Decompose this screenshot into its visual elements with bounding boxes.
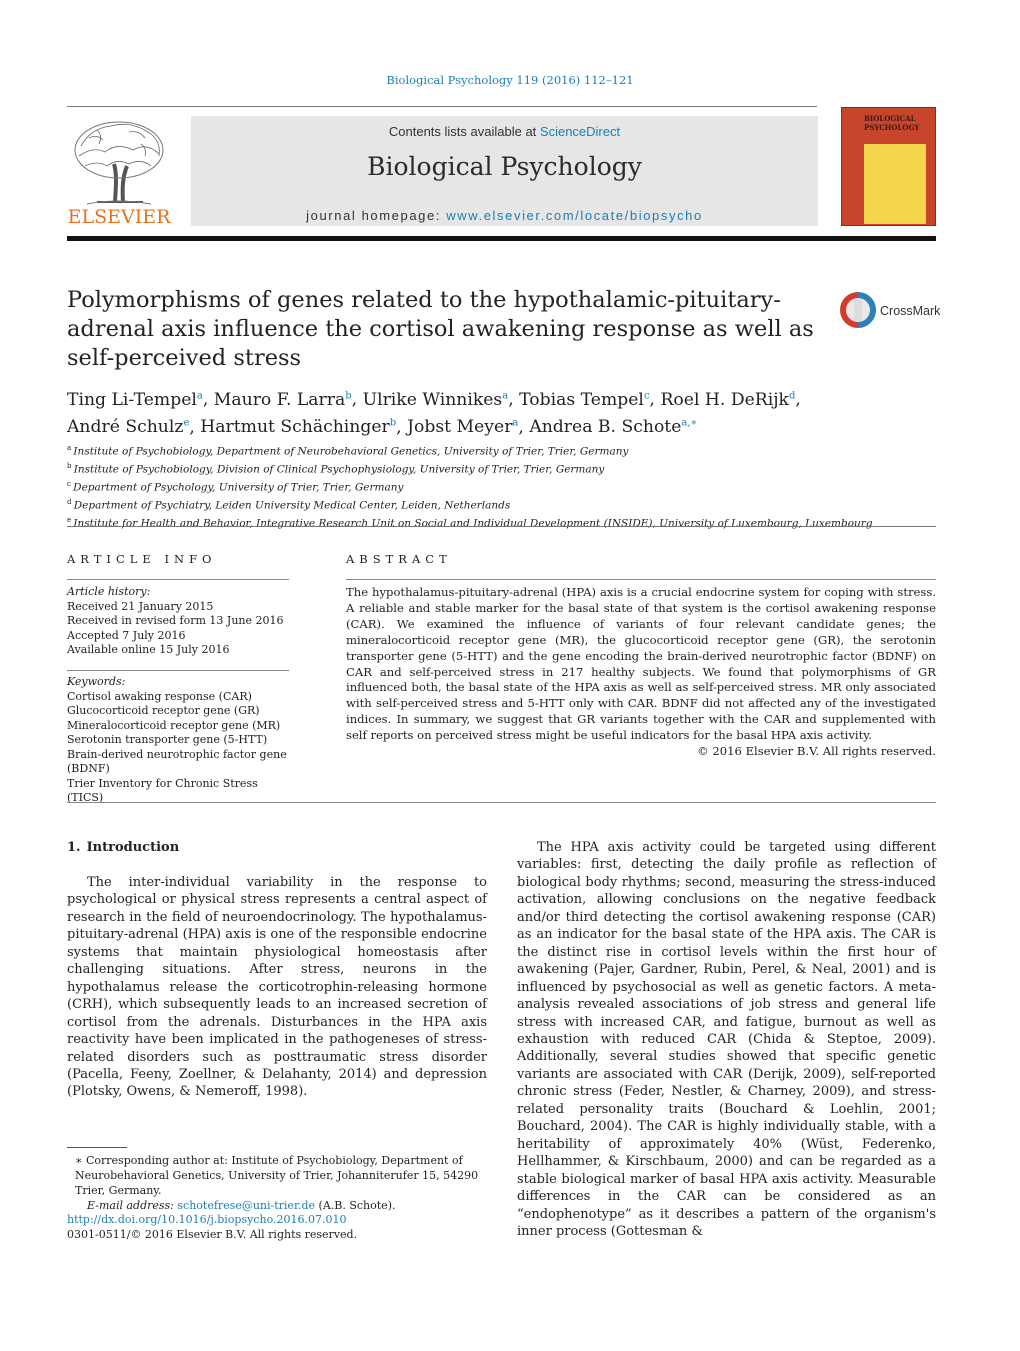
affiliation-key: c [67,479,74,488]
article-info-heading: ARTICLE INFO [67,552,217,566]
header-thick-rule [67,236,936,241]
journal-masthead [191,116,818,226]
affiliation-item [67,459,937,477]
history-item: Received in revised form 13 June 2016 [67,614,284,627]
affiliation-item [67,513,937,531]
corresponding-footnote: ∗ Corresponding author at: Institute of Psychobiology, Department of Neurobehavioral Genetics, University of Trier, Johanniterufer 15, 54290 Trier, Germany. E-mail address: schotefrese@uni-trier.de (A.B. Schote). [75,1154,479,1212]
history-item: Received 21 January 2015 [67,599,214,613]
cover-panel [864,144,926,224]
contents-line: Contents lists available at ScienceDirect [388,124,621,139]
corresponding-text: Corresponding author at: Institute of Psychobiology, Department of Neurobehavioral Genetics, University of Trier, Johanniterufer 15, 54290 Trier, Germany. [75,1154,479,1197]
affiliation-text: Institute for Health and Behavior, Integrative Research Unit on Social and Individual Development (INSIDE), University of Luxembourg, Luxembourg [73,517,873,530]
affiliation-text: Department of Psychology, University of Trier, Trier, Germany [73,481,404,494]
author-list: Ting Li-Tempel$^a$, Mauro F. Larra$^b$, Ulrike Winnikes$^a$, Tobias Tempel$^c$, Roel H. DeRijk$^d$, André Schulz$^e$, Hartmut Schächinger$^b$, Jobst Meyer$^a$, Andrea B. Schote$^{a,∗}$ [67,389,801,438]
author-name-text: Hartmut Schächinger [200,417,390,438]
author-affiliation-key[interactable]: d [788,390,796,401]
author-name [67,390,203,410]
affiliation-list [67,441,937,531]
keyword-item: Mineralocorticoid receptor gene (MR) [67,718,281,732]
homepage-line: journal homepage: www.elsevier.com/locate/biopsycho [306,208,703,223]
author-affiliation-key[interactable]: a,∗ [681,417,698,429]
affiliation-text: Institute of Psychobiology, Department of Neurobehavioral Genetics, University of Trier, Trier, Germany [73,445,629,458]
author-name-text: Roel H. DeRijk [660,389,789,410]
author-name [200,417,396,437]
doi-link[interactable]: http://dx.doi.org/10.1016/j.biopsycho.2016.07.010 [67,1213,347,1226]
issn-line: 0301-0511/© 2016 Elsevier B.V. All rights reserved. [67,1228,358,1241]
author-name [660,390,795,410]
section-heading: 1. Introduction [67,840,180,855]
affiliation-key: e [67,515,74,524]
author-affiliation-key[interactable]: a [502,390,509,401]
elsevier-logo [67,116,171,228]
affiliation-text: Institute of Psychobiology, Division of Clinical Psychophysiology, University of Trier, Trier, Germany [73,463,605,476]
keyword-item: Trier Inventory for Chronic Stress (TICS) [67,776,258,804]
affiliation-text: Department of Psychiatry, Leiden University Medical Center, Leiden, Netherlands [73,499,511,512]
elsevier-tree-icon [67,116,171,228]
author-name-text: Ting Li-Tempel [67,389,197,410]
keywords-label: Keywords: [67,675,126,688]
article-history [67,585,297,658]
info-rule [67,579,289,580]
footnote-rule [67,1147,127,1148]
affiliation-item [67,495,937,513]
affiliation-key: a [67,444,74,452]
affiliation-rule [67,526,936,527]
abstract-rule [346,579,936,580]
crossmark-icon [840,290,940,330]
keyword-item: Cortisol awaking response (CAR) [67,689,252,703]
crossmark-badge[interactable] [840,290,940,330]
author-name-text: André Schulz [67,417,184,438]
journal-title: Biological Psychology [367,152,642,181]
homepage-link[interactable]: www.elsevier.com/locate/biopsycho [446,208,703,223]
author-affiliation-key[interactable]: b [389,417,397,429]
author-name [407,417,518,437]
author-affiliation-key[interactable]: a [512,417,519,429]
author-affiliation-key[interactable]: b [345,390,352,401]
email-link[interactable]: schotefrese@uni-trier.de [177,1199,316,1212]
keyword-list [67,675,297,806]
body-rule [67,802,936,803]
author-name-text: Andrea B. Schote [529,417,682,438]
author-name [529,417,697,437]
author-affiliation-key[interactable]: a [196,390,203,401]
history-item: Accepted 7 July 2016 [67,628,186,642]
affiliation-key: b [67,461,74,470]
abstract-text: The hypothalamus-pituitary-adrenal (HPA) axis is a crucial endocrine system for coping with stress. A reliable and stable marker for the basal state of that system is the cortisol awakening response (CAR). We examined the influence of variants of four relevant candidate genes; the mineralocorticoid receptor gene (MR), the glucocorticoid receptor gene (GR), the serotonin transporter gene (5-HTT) and the gene encoding the brain-derived neurotrophic factor (BDNF) on CAR and self-perceived stress in 217 healthy subjects. We found that polymorphisms of GR influenced both, the basal state of the HPA axis as well as self-perceived stress. MR only associated with self-perceived stress and 5-HTT only with CAR. BDNF did not affected any of the investigated indices. In summary, we suggest that GR variants together with the CAR and supplemented with self reports on perceived stress might be useful indicators for the basal HPA axis activity. [346,585,936,743]
author-name-text: Ulrike Winnikes [362,389,503,410]
intro-paragraph-left: The inter-individual variability in the response to psychological or physical stress represents a central aspect of research in the field of neuroendocrinology. The hypothalamus-pituitary-adrenal (HPA) axis is one of the responsible endocrine systems that maintain physiological homeostasis after challenging situations. After stress, neurons in the hypothalamus release the corticotrophin-releasing hormone (CRH), which subsequently leads to an increased secretion of cortisol from the adrenals. Disturbances in the HPA axis reactivity have been implicated in the pathogeneses of stress-related disorders such as posttraumatic stress disorder (Pacella, Feeny, Zoellner, & Delahanty, 2014) and depression (Plotsky, Owens, & Nemeroff, 1998). [67,875,487,1100]
crossmark-label: CrossMark [880,304,940,318]
intro-paragraph-right: The HPA axis activity could be targeted using different variables: first, detecting the daily profile as reflection of biological body rhythms; second, measuring the stress-induced activation, allowing conclusions on the negative feedback and/or third detecting the cortisol awakening response (CAR) as an indicator for the basal state of the HPA axis. The CAR is the distinct rise in cortisol levels within the first hour of awakening (Pajer, Gardner, Rubin, Perel, & Neal, 2001) and is influenced by psychosocial as well as genetic factors. A meta-analysis revealed associations of job stress and general life stress with increased CAR, and fatigue, burnout as well as exhaustion with reduced CAR (Chida & Steptoe, 2009). Additionally, several studies showed that specific genetic variants are associated with CAR (Derijk, 2009), self-reported chronic stress (Feder, Nestler, & Charney, 2009), and stress-related personality traits (Bouchard & Loehlin, 2001; Bouchard, 2004). The CAR is highly individually stable, with a heritability of approximately 40% (Wüst, Federenko, Hellhammer, & Kirschbaum, 2000) and can be regarded as a stable biological marker of basal HPA axis activity. Measurable differences in the CAR can be considered as an “endophenotype” as it describes a pattern of the organism's inner process (Gottesman & [517,840,936,1239]
author-name-text: Tobias Tempel [519,389,644,410]
keyword-item: (BDNF) [67,762,110,775]
affiliation-item [67,441,937,459]
sciencedirect-link[interactable]: ScienceDirect [539,124,621,139]
keyword-item: Brain-derived neurotrophic factor gene [67,747,287,761]
abstract-copyright: © 2016 Elsevier B.V. All rights reserved. [697,744,936,758]
history-item: Available online 15 July 2016 [67,643,230,656]
article-title: Polymorphisms of genes related to the hypothalamic-pituitary-adrenal axis influence the cortisol awakening response as well as self-perceived stress [67,287,814,371]
author-name [363,390,509,410]
affiliation-key: d [67,497,74,506]
author-name [519,390,649,410]
publisher-wordmark: ELSEVIER [67,206,171,228]
keyword-item: Serotonin transporter gene (5-HTT) [67,733,268,746]
info-rule [67,670,289,671]
author-affiliation-key[interactable]: c [643,390,650,401]
author-name [67,417,189,437]
journal-cover[interactable] [841,107,936,226]
cover-title: BIOLOGICAL PSYCHOLOGY [864,114,920,132]
header-rule [67,106,817,107]
author-affiliation-key[interactable]: e [183,417,190,429]
journal-reference[interactable]: Biological Psychology 119 (2016) 112–121 [386,73,634,87]
keyword-item: Glucocorticoid receptor gene (GR) [67,704,260,717]
author-name-text: Mauro F. Larra [213,389,346,410]
abstract-heading: ABSTRACT [346,552,452,566]
affiliation-item [67,477,937,495]
doi-block [67,1212,487,1242]
author-name [214,390,352,410]
history-label: Article history: [67,585,151,598]
author-name-text: Jobst Meyer [407,417,513,438]
